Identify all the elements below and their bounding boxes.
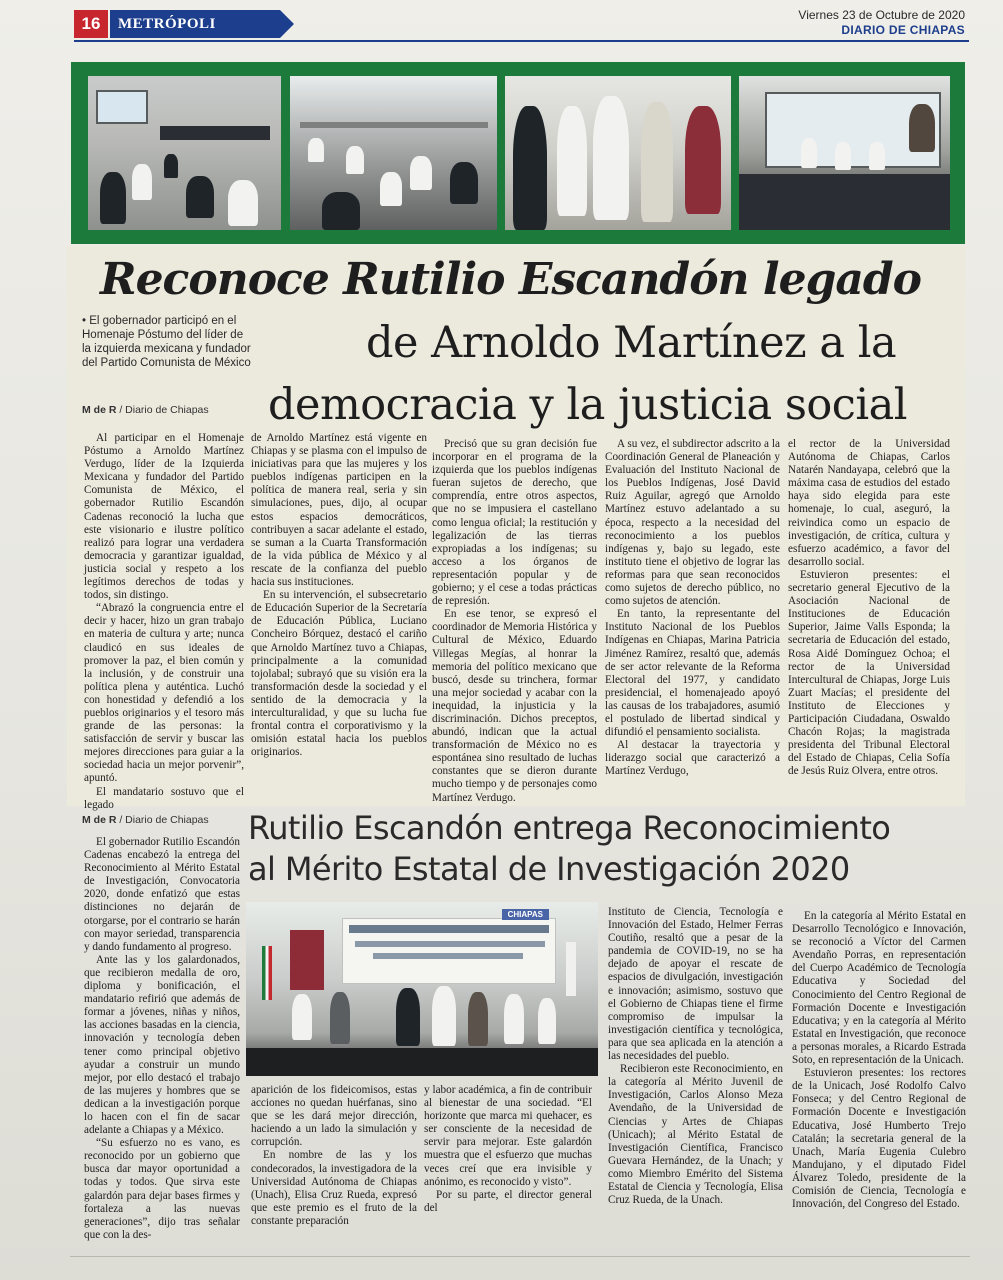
- paragraph: Al destacar la trayectoria y liderazgo social que caracterizó a Martínez Verdugo,: [605, 739, 780, 778]
- article-2-column-4: [608, 906, 783, 1242]
- paragraph: Estuvieron presentes: los rectores de la Unicach, José Rodolfo Calvo Fonseca; y del Centro Regional de Formación Docente e Investigación Educativa, José Humberto Trejo Catalán; la secretaria general de la Unach, María Eugenia Culebro Mandujano, y el diputado Fidel Álvarez Toledo, presidente de la Comisión de Ciencia, Tecnología e Innovación, del Congreso del Estado.: [792, 1067, 966, 1211]
- article-2-column-3: [424, 1084, 592, 1249]
- header-rule: [74, 40, 969, 42]
- photo-strip: [71, 62, 965, 244]
- section-label: METRÓPOLI: [110, 10, 280, 38]
- article-1-column-5: [788, 438, 950, 794]
- article-2-headline-line-2: al Mérito Estatal de Investigación 2020: [248, 850, 850, 888]
- newspaper-name-rest: DE CHIAPAS: [885, 23, 965, 37]
- paragraph: “Abrazó la congruencia entre el decir y hacer, hizo un gran trabajo en materia de cultura y arte; nunca claudicó en sus ideales de promover la paz, el bien común y la inclusión, y de construir una política plena y auténtica. Luchó con honestidad y defendió a los pueblos originarios y el tesoro más grande de las personas: la satisfacción de servir y buscar las mejores direcciones para guiar a la sociedad hacia un mejor porvenir”, apuntó.: [84, 602, 244, 785]
- paragraph: Ante las y los galardonados, que recibieron medalla de oro, diploma y bonificación, el mandatario refirió que además de formar a jóvenes, niñas y niños, las acciones basadas en la ciencia, innovación y tecnología deben tener como principal objetivo ayudar a construir un mundo mejor, por ello destacó el trabajo de las mujeres y hombres que se dedican a la investigación porque lo hacen con el fin de sacar adelante a Chiapas y a México.: [84, 953, 240, 1137]
- article-2-headline: [248, 808, 968, 890]
- paragraph: Recibieron este Reconocimiento, en la categoría al Mérito Juvenil de Investigación, Carlos Alonso Meza Avendaño, de la Universidad de Ciencias y Artes de Chiapas (Unicach); al Mérito Estatal de Investigación Científica, Francisco Guevara Hernández, de la Unach; y como Miembro Emérito del Sistema Estatal de Ciencia y Tecnología, Elisa Cruz Rueda, de la Unach.: [608, 1063, 783, 1207]
- paragraph: En la categoría al Mérito Estatal en Desarrollo Tecnológico e Innovación, se reconoció a Víctor del Carmen Avendaño Porras, en representación del Cuerpo Académico de Tecnología Educativa y Sociedad del Conocimiento del Centro Regional de Formación Docente e Investigación Educativa; y en la categoría al Mérito Estatal en Investigación, que reconoce a personas morales, a Ricardo Estrada Soto, en representación de la Unicach.: [792, 910, 966, 1067]
- paragraph: Instituto de Ciencia, Tecnología e Innovación del Estado, Helmer Ferras Coutiño, resaltó que a pesar de la pandemia de COVID-19, no se ha dejado de apoyar el rescate de espacios de divulgación, investigación e innovación; asimismo, sostuvo que el Gobierno de Chiapas tiene el firme compromiso de impulsar la investigación científica y tecnológica, para que sea aplicada en la atención a las necesidades del pueblo.: [608, 906, 783, 1063]
- article-2-column-1: [84, 836, 240, 1246]
- paragraph: “Su esfuerzo no es vano, es reconocido por un gobierno que busca dar mayor oportunidad a todas y todos. Que sirva este galardón para dejar bases firmes y fortaleza a las nuevas generaciones”, dijo tras señalar que con la des-: [84, 1137, 240, 1241]
- article-1-byline: [82, 404, 209, 416]
- paragraph: En tanto, la representante del Instituto Nacional de los Pueblos Indígenas en Chiapas, Marina Patricia Jiménez Ramírez, resaltó que, además de ser actor relevante de la Reforma Electoral del 1977, y candidato presidencial, el homenajeado apoyó las causas de los trabajadores, asumió el postulado de libertad sindical y difundió el pensamiento socialista.: [605, 608, 780, 739]
- paragraph: El gobernador Rutilio Escandón Cadenas encabezó la entrega del Reconocimiento al Mérito Estatal de Investigación, Convocatoria 2020, donde enfatizó que estas distinciones no dejarán de otorgarse, por el contrario se harán con mayor seriedad, transparencia y dando fundamento al progreso.: [84, 836, 240, 953]
- ceremony-banner: [342, 910, 556, 984]
- paragraph: y labor académica, a fin de contribuir al bienestar de una sociedad. “El horizonte que marca mi quehacer, es ser consciente de la necesidad de servir para mejorar. Este galardón muestra que el esfuerzo que muchas veces creí que era invisible y anónimo, es reconocido y visto”.: [424, 1084, 592, 1188]
- paragraph: En nombre de las y los condecorados, la investigadora de la Universidad Autónoma de Chiapas (Unach), Elisa Cruz Rueda, expresó que este premio es el fruto de la constante preparación: [251, 1149, 417, 1227]
- article-1-headline-line-3: democracia y la justicia social: [268, 380, 908, 430]
- article-2-byline: [82, 814, 209, 826]
- paragraph: Estuvieron presentes: el secretario general Ejecutivo de la Asociación Nacional de Instituciones de Educación Superior, Jaime Valls Esponda; la secretaria de Educación del estado, Rosa Aidé Domínguez Ochoa; el rector de la Universidad Intercultural de Chiapas, Jorge Luis Zuart Macías; el presidente del Instituto de Elecciones y Participación Ciudadana, Oswaldo Chacón Rojas; la magistrada presidenta del Tribunal Electoral del Estado de Chiapas, Celia Sofía de Jesús Ruiz Olvera, entre otros.: [788, 568, 950, 778]
- article-1-summary: • El gobernador participó en el Homenaje Póstumo del líder de la izquierda mexicana y fundador del Partido Comunista de México: [82, 315, 251, 369]
- photo-officials-walking: [505, 76, 731, 230]
- article-1-byline-source: / Diario de Chiapas: [116, 404, 209, 416]
- page-number: 16: [74, 10, 108, 38]
- article-1-column-2: [251, 432, 427, 784]
- article-2-byline-source: / Diario de Chiapas: [116, 814, 209, 826]
- paragraph: Por su parte, el director general del: [424, 1188, 592, 1214]
- paragraph: En su intervención, el subsecretario de Educación Superior de la Secretaría de Educación Pública, Luciano Concheiro Bórquez, destacó el cariño que Arnoldo Martínez tuvo a Chiapas, principalmente a la comunidad tojolabal; subrayó que su visión era la transformación desde la sociedad y el sentido de la democracia y la interculturalidad, y que su lucha fue frontal contra el corporativismo y la omisión estatal hacia los pueblos originarios.: [251, 589, 427, 759]
- article-2-column-2: [251, 1084, 417, 1249]
- issue-date: Viernes 23 de Octubre de 2020: [798, 8, 965, 22]
- paragraph: de Arnoldo Martínez está vigente en Chiapas y se plasma con el impulso de iniciativas para que las mujeres y los pueblos indígenas participen en la política de manera real, seria y sin simulaciones, pues, dijo, al ocupar estos espacios democráticos, contribuyen a sacar adelante el estado, se suman a la Cuarta Transformación de la vida pública de México y al rescate de la confianza del pueblo hacia sus instituciones.: [251, 432, 427, 589]
- page-header: [74, 6, 969, 40]
- article-1-headline-line-1: Reconoce Rutilio Escandón legado: [100, 254, 921, 305]
- photo-award-ceremony: [246, 902, 598, 1076]
- article-1-column-4: [605, 438, 780, 784]
- photo-seated-attendees: [290, 76, 497, 230]
- paragraph: A su vez, el subdirector adscrito a la Coordinación General de Planeación y Evaluación del Instituto Nacional de los Pueblos Indígenas, José David Ruiz Aguilar, agregó que Arnoldo Martínez estuvo adelantado a su época, respecto a la necesidad del reconocimiento a los pueblos indígenas y, bajo su legado, este instituto tiene el objetivo de lograr las reformas para que sean reconocidos como sujetos de derecho público, no como sujetos de atención.: [605, 438, 780, 608]
- article-2-column-5: [792, 910, 966, 1248]
- article-2-headline-line-1: Rutilio Escandón entrega Reconocimiento: [248, 809, 891, 847]
- banner-tag: CHIAPAS: [502, 909, 549, 920]
- article-2-byline-author: M de R: [82, 814, 117, 826]
- photo-speaker-screen: [739, 76, 950, 230]
- paragraph: En ese tenor, se expresó el coordinador de Memoria Histórica y Cultural de México, Eduardo Villegas Megías, al honrar la memoria del político mexicano que buscó, desde su trinchera, formar una mejor sociedad y acabar con la inequidad, la injusticia y la discriminación. Dichos preceptos, abundó, indican que la actual transformación de México no es espontánea sino resultado de luchas constantes que se dieron durante mucho tiempo y de personajes como Martínez Verdugo.: [432, 608, 597, 804]
- article-1-column-1: [84, 432, 244, 811]
- article-1-byline-author: M de R: [82, 404, 117, 416]
- paragraph: Al participar en el Homenaje Póstumo a Arnoldo Martínez Verdugo, líder de la Izquierda Mexicana y fundador del Partido Comunista de México, el gobernador Rutilio Escandón Cadenas reconoció la lucha que este visionario e ilustre político realizó para lograr una verdadera democracia y garantizar igualdad, justicia social y respeto a los legítimos derechos de todas y todos, sin distingo.: [84, 432, 244, 602]
- paragraph: aparición de los fideicomisos, estas acciones no quedan huérfanas, sino que se les dará mejor dirección, haciendo a un lado la simulación y corrupción.: [251, 1084, 417, 1149]
- paragraph: Precisó que su gran decisión fue incorporar en el programa de la izquierda que los pueblos indígenas fueran sujetos de derecho, que comprendía, entre otros aspectos, que no se impusiera el castellano como lengua oficial; la restitución y legalización de las tierras expropiadas a los indígenas; su acceso a los órganos de representación popular y de gobierno; y el cese a todas prácticas de represión.: [432, 438, 597, 608]
- footer-rule: [70, 1256, 970, 1257]
- newspaper-name-prefix: DIARIO: [841, 23, 886, 37]
- paragraph: el rector de la Universidad Autónoma de Chiapas, Carlos Natarén Nandayapa, celebró que la máxima casa de estudios del estado haya sido elegida para este homenaje, lo cual, aseguró, la reivindica como un espacio de investigación, de crítica, cultura y esfuerzo académico, a favor del desarrollo social.: [788, 438, 950, 568]
- newspaper-name: [841, 23, 965, 37]
- paragraph: El mandatario sostuvo que el legado: [84, 785, 244, 811]
- article-1-headline-line-2: de Arnoldo Martínez a la: [366, 318, 897, 368]
- article-1-column-3: [432, 438, 597, 804]
- photo-auditorium-audience: [88, 76, 281, 230]
